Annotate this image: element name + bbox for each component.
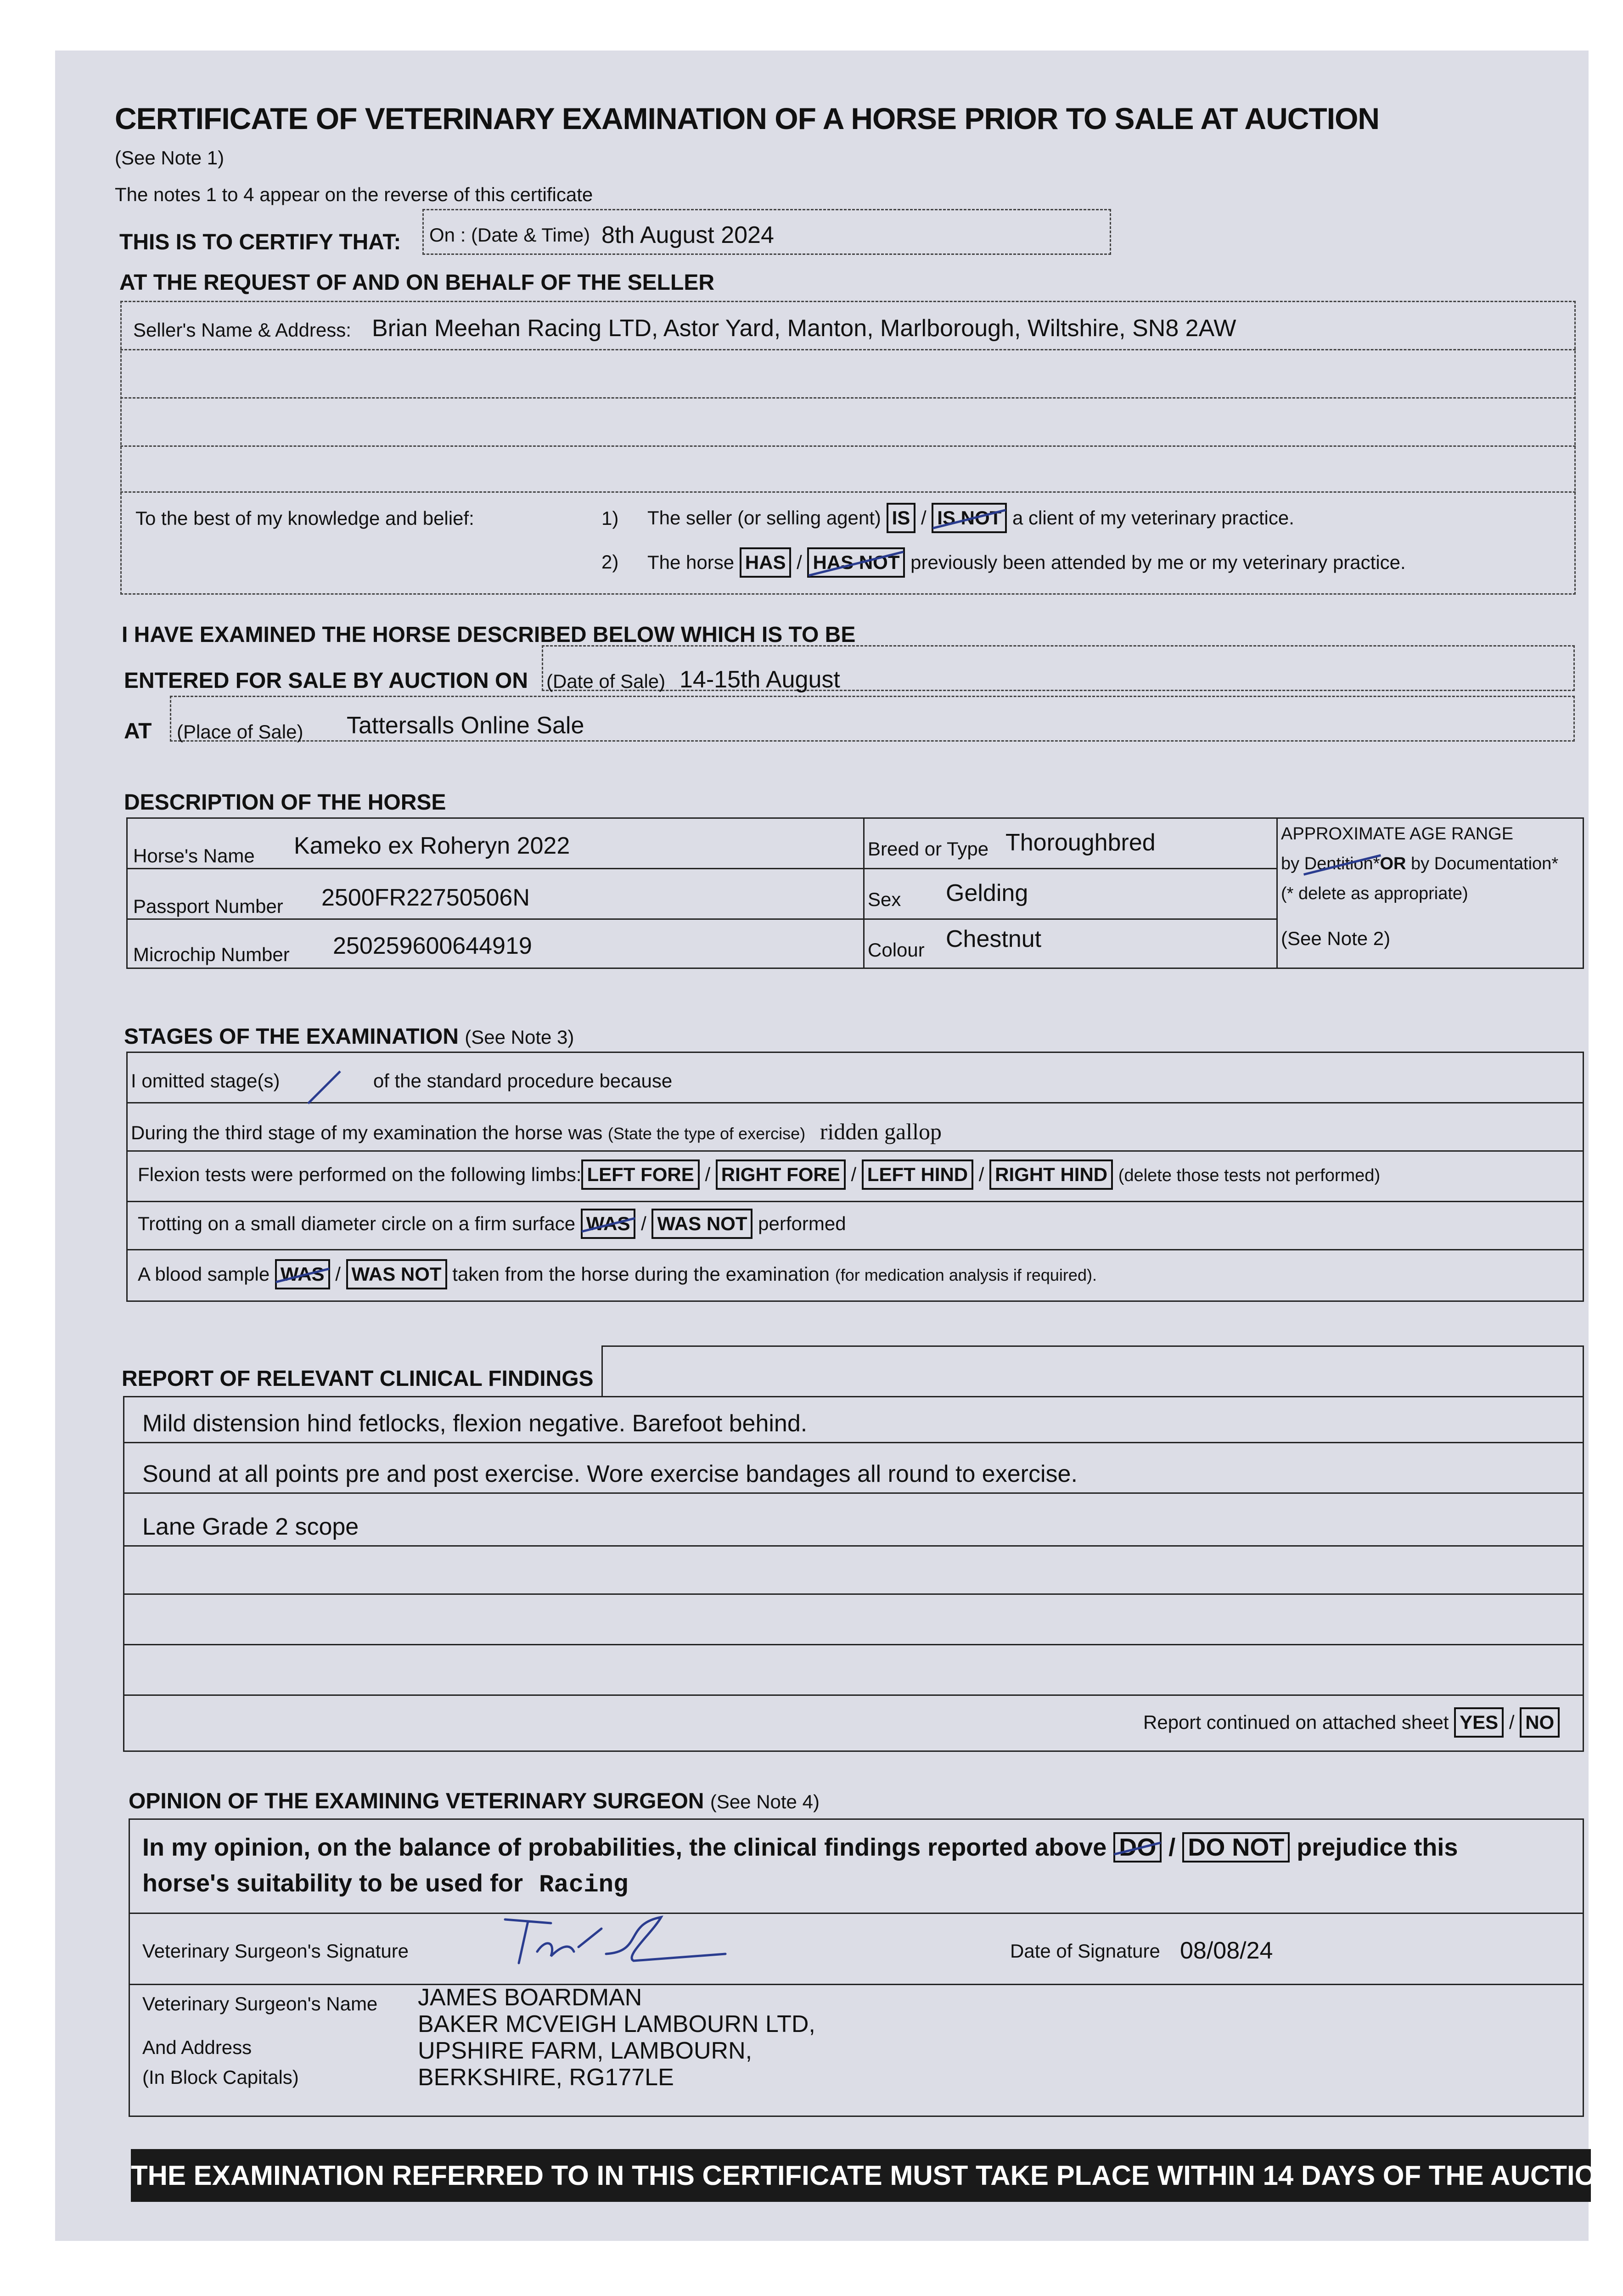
block-capitals-label: (In Block Capitals) — [142, 2066, 299, 2088]
trot-was-option[interactable]: WAS — [581, 1209, 636, 1239]
opinion-line — [129, 1913, 1584, 1914]
blood-was-option[interactable]: WAS — [275, 1259, 330, 1289]
horse-name-label: Horse's Name — [133, 845, 255, 867]
place-of-sale-label: (Place of Sale) — [177, 721, 303, 743]
trotting — [138, 1209, 846, 1239]
findings-line-1[interactable]: Mild distension hind fetlocks, flexion negative. Barefoot behind. — [142, 1410, 808, 1437]
findings-line-3[interactable]: Lane Grade 2 scope — [142, 1514, 359, 1540]
vet-name-line-3[interactable]: UPSHIRE FARM, LAMBOURN, — [418, 2037, 753, 2064]
stages-row-line — [126, 1201, 1584, 1202]
passport-label: Passport Number — [133, 895, 283, 917]
table-row-line — [126, 868, 1276, 869]
description-heading: DESCRIPTION OF THE HORSE — [124, 790, 446, 815]
colour-label: Colour — [868, 939, 925, 961]
stages-heading-note: (See Note 3) — [465, 1026, 574, 1048]
date-of-sale-value[interactable]: 14-15th August — [680, 666, 840, 693]
table-divider — [1276, 817, 1278, 969]
findings-line — [123, 1644, 1584, 1645]
seller-line — [120, 397, 1576, 399]
opinion-heading — [129, 1789, 820, 1814]
opinion-box — [129, 1818, 1584, 2117]
breed-value[interactable]: Thoroughbred — [1005, 829, 1156, 856]
request-label: AT THE REQUEST OF AND ON BEHALF OF THE SELLER — [119, 270, 714, 295]
age-by: by — [1281, 854, 1300, 873]
on-date-value[interactable]: 8th August 2024 — [601, 222, 774, 248]
third-stage-text: During the third stage of my examination the horse was — [131, 1122, 603, 1143]
stages-heading — [124, 1024, 574, 1049]
passport-value[interactable]: 2500FR22750506N — [321, 884, 530, 911]
report-continued — [1143, 1707, 1560, 1738]
on-date-label: On : (Date & Time) — [429, 224, 590, 246]
belief-num-2: 2) — [601, 551, 619, 573]
vet-name-line-4[interactable]: BERKSHIRE, RG177LE — [418, 2064, 674, 2091]
slash: / — [335, 1263, 341, 1285]
trot-text: Trotting on a small diameter circle on a firm surface — [138, 1213, 576, 1234]
findings-line — [123, 1492, 1584, 1494]
seller-line — [120, 445, 1576, 447]
place-of-sale-value[interactable]: Tattersalls Online Sale — [347, 712, 584, 739]
see-note-1: (See Note 1) — [115, 147, 225, 169]
colour-value[interactable]: Chestnut — [946, 926, 1042, 952]
belief-num-1: 1) — [601, 507, 619, 529]
belief-item-1 — [647, 503, 1294, 533]
blood-note: (for medication analysis if required). — [835, 1266, 1097, 1284]
right-hind-option[interactable]: RIGHT HIND — [989, 1159, 1113, 1190]
findings-line-2[interactable]: Sound at all points pre and post exercise. Wore exercise bandages all round to exercise. — [142, 1461, 1078, 1487]
belief-item-2-text: The horse — [647, 551, 735, 573]
findings-box — [123, 1396, 1584, 1752]
age-documentation-option[interactable]: by Documentation* — [1411, 854, 1559, 873]
horse-name-value[interactable]: Kameko ex Roheryn 2022 — [294, 833, 570, 859]
signature-image — [496, 1910, 735, 1975]
sex-label: Sex — [868, 889, 901, 910]
slash: / — [921, 507, 927, 529]
is-option[interactable]: IS — [887, 503, 916, 533]
third-stage-note: (State the type of exercise) — [607, 1124, 806, 1143]
slash: / — [1509, 1711, 1515, 1733]
opinion-line — [129, 1984, 1584, 1985]
blood-sample — [138, 1259, 1097, 1289]
trot-post: performed — [758, 1213, 846, 1234]
exercise-type-value[interactable]: ridden gallop — [820, 1119, 942, 1144]
age-range-label: APPROXIMATE AGE RANGE — [1281, 824, 1514, 844]
trot-was-not-option[interactable]: WAS NOT — [651, 1209, 753, 1239]
microchip-label: Microchip Number — [133, 944, 290, 965]
slash: / — [641, 1213, 646, 1234]
footer-banner: THE EXAMINATION REFERRED TO IN THIS CERTIFICATE MUST TAKE PLACE WITHIN 14 DAYS OF THE AUCTION — [131, 2149, 1591, 2202]
examined-heading: I HAVE EXAMINED THE HORSE DESCRIBED BELOW WHICH IS TO BE — [122, 623, 856, 647]
suitability-text: horse's suitability to be used for — [142, 1869, 523, 1897]
breed-label: Breed or Type — [868, 838, 989, 860]
pen-slash-mark — [303, 1069, 345, 1106]
belief-item-2-post: previously been attended by me or my veterinary practice. — [910, 551, 1406, 573]
slash: / — [705, 1164, 711, 1185]
has-option[interactable]: HAS — [740, 547, 792, 578]
blood-post: taken from the horse during the examination — [452, 1263, 830, 1285]
right-fore-option[interactable]: RIGHT FORE — [716, 1159, 846, 1190]
omitted-stages — [131, 1070, 672, 1092]
vet-name-line-1[interactable]: JAMES BOARDMAN — [418, 1984, 642, 2011]
seller-value[interactable]: Brian Meehan Racing LTD, Astor Yard, Manton, Marlborough, Wiltshire, SN8 2AW — [372, 315, 1236, 342]
notes-line: The notes 1 to 4 appear on the reverse of this certificate — [115, 184, 593, 205]
belief-item-1-post: a client of my veterinary practice. — [1012, 507, 1294, 529]
omitted-pre: I omitted stage(s) — [131, 1070, 280, 1092]
stages-heading-text: STAGES OF THE EXAMINATION — [124, 1024, 459, 1049]
seller-line — [120, 491, 1576, 493]
findings-line — [123, 1694, 1584, 1696]
findings-line — [123, 1442, 1584, 1443]
stages-row-line — [126, 1150, 1584, 1152]
age-dentition-option[interactable]: Dentition* — [1304, 854, 1380, 873]
date-of-sale-label: (Date of Sale) — [546, 670, 666, 692]
age-delete-note: (* delete as appropriate) — [1281, 884, 1468, 903]
date-of-signature-value[interactable]: 08/08/24 — [1180, 1937, 1273, 1964]
seller-line — [120, 349, 1576, 350]
table-divider — [863, 817, 865, 969]
table-row-line — [126, 918, 1276, 920]
slash: / — [978, 1164, 984, 1185]
findings-line — [123, 1545, 1584, 1547]
continued-yes-option[interactable]: YES — [1454, 1707, 1504, 1738]
opinion-statement — [142, 1832, 1458, 1863]
purpose-value[interactable]: Racing — [539, 1871, 629, 1899]
flexion-text: Flexion tests were performed on the following limbs: — [138, 1164, 582, 1185]
do-not-option[interactable]: DO NOT — [1182, 1832, 1290, 1863]
opinion-text-post: prejudice this — [1297, 1834, 1458, 1861]
age-see-note: (See Note 2) — [1281, 928, 1391, 949]
certificate-title: CERTIFICATE OF VETERINARY EXAMINATION OF A HORSE PRIOR TO SALE AT AUCTION — [115, 101, 1380, 135]
belief-item-2 — [647, 547, 1406, 578]
findings-line — [123, 1593, 1584, 1595]
slash: / — [851, 1164, 857, 1185]
age-or: OR — [1380, 854, 1406, 873]
belief-label: To the best of my knowledge and belief: — [135, 507, 474, 529]
has-not-option[interactable]: HAS NOT — [807, 547, 905, 578]
blood-text: A blood sample — [138, 1263, 270, 1285]
belief-item-1-text: The seller (or selling agent) — [647, 507, 881, 529]
continued-no-option[interactable]: NO — [1520, 1707, 1560, 1738]
date-of-signature-label: Date of Signature — [1010, 1940, 1160, 1962]
third-stage — [131, 1118, 942, 1145]
opinion-text: In my opinion, on the balance of probabilities, the clinical findings reported above — [142, 1834, 1107, 1861]
do-option[interactable]: DO — [1113, 1832, 1162, 1863]
left-fore-option[interactable]: LEFT FORE — [581, 1159, 699, 1190]
seller-label: Seller's Name & Address: — [133, 319, 351, 341]
flexion-tests — [138, 1159, 1380, 1190]
report-continued-text: Report continued on attached sheet — [1143, 1711, 1449, 1733]
findings-heading: REPORT OF RELEVANT CLINICAL FINDINGS — [122, 1367, 594, 1391]
flexion-note: (delete those tests not performed) — [1118, 1166, 1381, 1185]
stages-row-line — [126, 1249, 1584, 1250]
left-hind-option[interactable]: LEFT HIND — [862, 1159, 973, 1190]
findings-heading-box — [601, 1345, 1584, 1396]
entered-heading: ENTERED FOR SALE BY AUCTION ON — [124, 669, 528, 693]
age-range-options — [1281, 854, 1558, 874]
stages-row-line — [126, 1102, 1584, 1103]
at-label: AT — [124, 719, 152, 743]
vet-address-label: And Address — [142, 2037, 252, 2058]
opinion-heading-note: (See Note 4) — [710, 1791, 820, 1812]
signature-label: Veterinary Surgeon's Signature — [142, 1940, 409, 1962]
blood-was-not-option[interactable]: WAS NOT — [346, 1259, 447, 1289]
vet-name-label: Veterinary Surgeon's Name — [142, 1993, 378, 2015]
sex-value[interactable]: Gelding — [946, 880, 1028, 906]
opinion-statement-2 — [142, 1869, 628, 1899]
microchip-value[interactable]: 250259600644919 — [333, 933, 532, 959]
slash: / — [1168, 1834, 1176, 1861]
opinion-heading-text: OPINION OF THE EXAMINING VETERINARY SURGEON — [129, 1789, 704, 1813]
is-not-option[interactable]: IS NOT — [932, 503, 1007, 533]
slash: / — [797, 551, 802, 573]
certify-label: THIS IS TO CERTIFY THAT: — [119, 230, 401, 254]
vet-name-line-2[interactable]: BAKER MCVEIGH LAMBOURN LTD, — [418, 2011, 815, 2037]
omitted-post: of the standard procedure because — [373, 1070, 673, 1092]
